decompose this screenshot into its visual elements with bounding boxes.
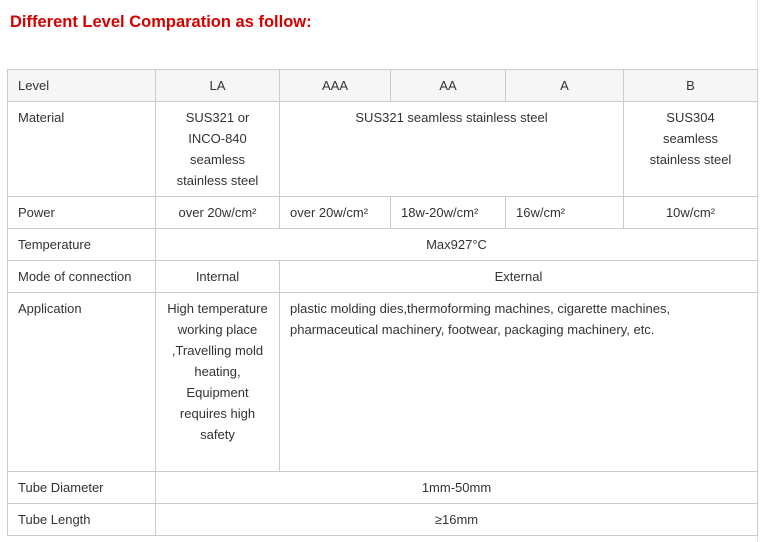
cell-tube-length-value: ≥16mm <box>156 504 758 536</box>
table-row-level <box>8 70 758 102</box>
cell-application-la: High temperature working place ,Travelling mold heating, Equipment requires high safety <box>156 293 280 472</box>
row-label-power: Power <box>8 197 156 229</box>
cell-material-la: SUS321 or INCO-840 seamless stainless steel <box>156 102 280 197</box>
cell-material-b: SUS304 seamless stainless steel <box>624 102 758 197</box>
cell-power-aaa: over 20w/cm² <box>280 197 391 229</box>
row-label-application: Application <box>8 293 156 472</box>
level-comparison-table <box>7 69 758 536</box>
cell-level-a: A <box>506 70 624 102</box>
table-row-material <box>8 102 758 197</box>
row-label-temperature: Temperature <box>8 229 156 261</box>
row-label-connection: Mode of connection <box>8 261 156 293</box>
table-row-tube-length <box>8 504 758 536</box>
table-row-power <box>8 197 758 229</box>
row-label-tube-diameter: Tube Diameter <box>8 472 156 504</box>
row-label-level: Level <box>8 70 156 102</box>
table-row-connection <box>8 261 758 293</box>
table-row-application <box>8 293 758 472</box>
cell-level-aaa: AAA <box>280 70 391 102</box>
cell-level-la: LA <box>156 70 280 102</box>
cell-connection-la: Internal <box>156 261 280 293</box>
cell-connection-others: External <box>280 261 758 293</box>
cell-power-aa: 18w-20w/cm² <box>391 197 506 229</box>
row-label-material: Material <box>8 102 156 197</box>
cell-material-aaa-aa-a: SUS321 seamless stainless steel <box>280 102 624 197</box>
table-row-temperature <box>8 229 758 261</box>
cell-power-b: 10w/cm² <box>624 197 758 229</box>
cell-temperature-value: Max927°C <box>156 229 758 261</box>
cell-power-a: 16w/cm² <box>506 197 624 229</box>
cell-tube-diameter-value: 1mm-50mm <box>156 472 758 504</box>
section-heading: Different Level Comparation as follow: <box>10 13 312 31</box>
row-label-tube-length: Tube Length <box>8 504 156 536</box>
cell-application-others: plastic molding dies,thermoforming machines, cigarette machines, pharmaceutical machinery, footwear, packaging machinery, etc. <box>280 293 758 472</box>
table-row-tube-diameter <box>8 472 758 504</box>
cell-level-b: B <box>624 70 758 102</box>
cell-power-la: over 20w/cm² <box>156 197 280 229</box>
cell-level-aa: AA <box>391 70 506 102</box>
